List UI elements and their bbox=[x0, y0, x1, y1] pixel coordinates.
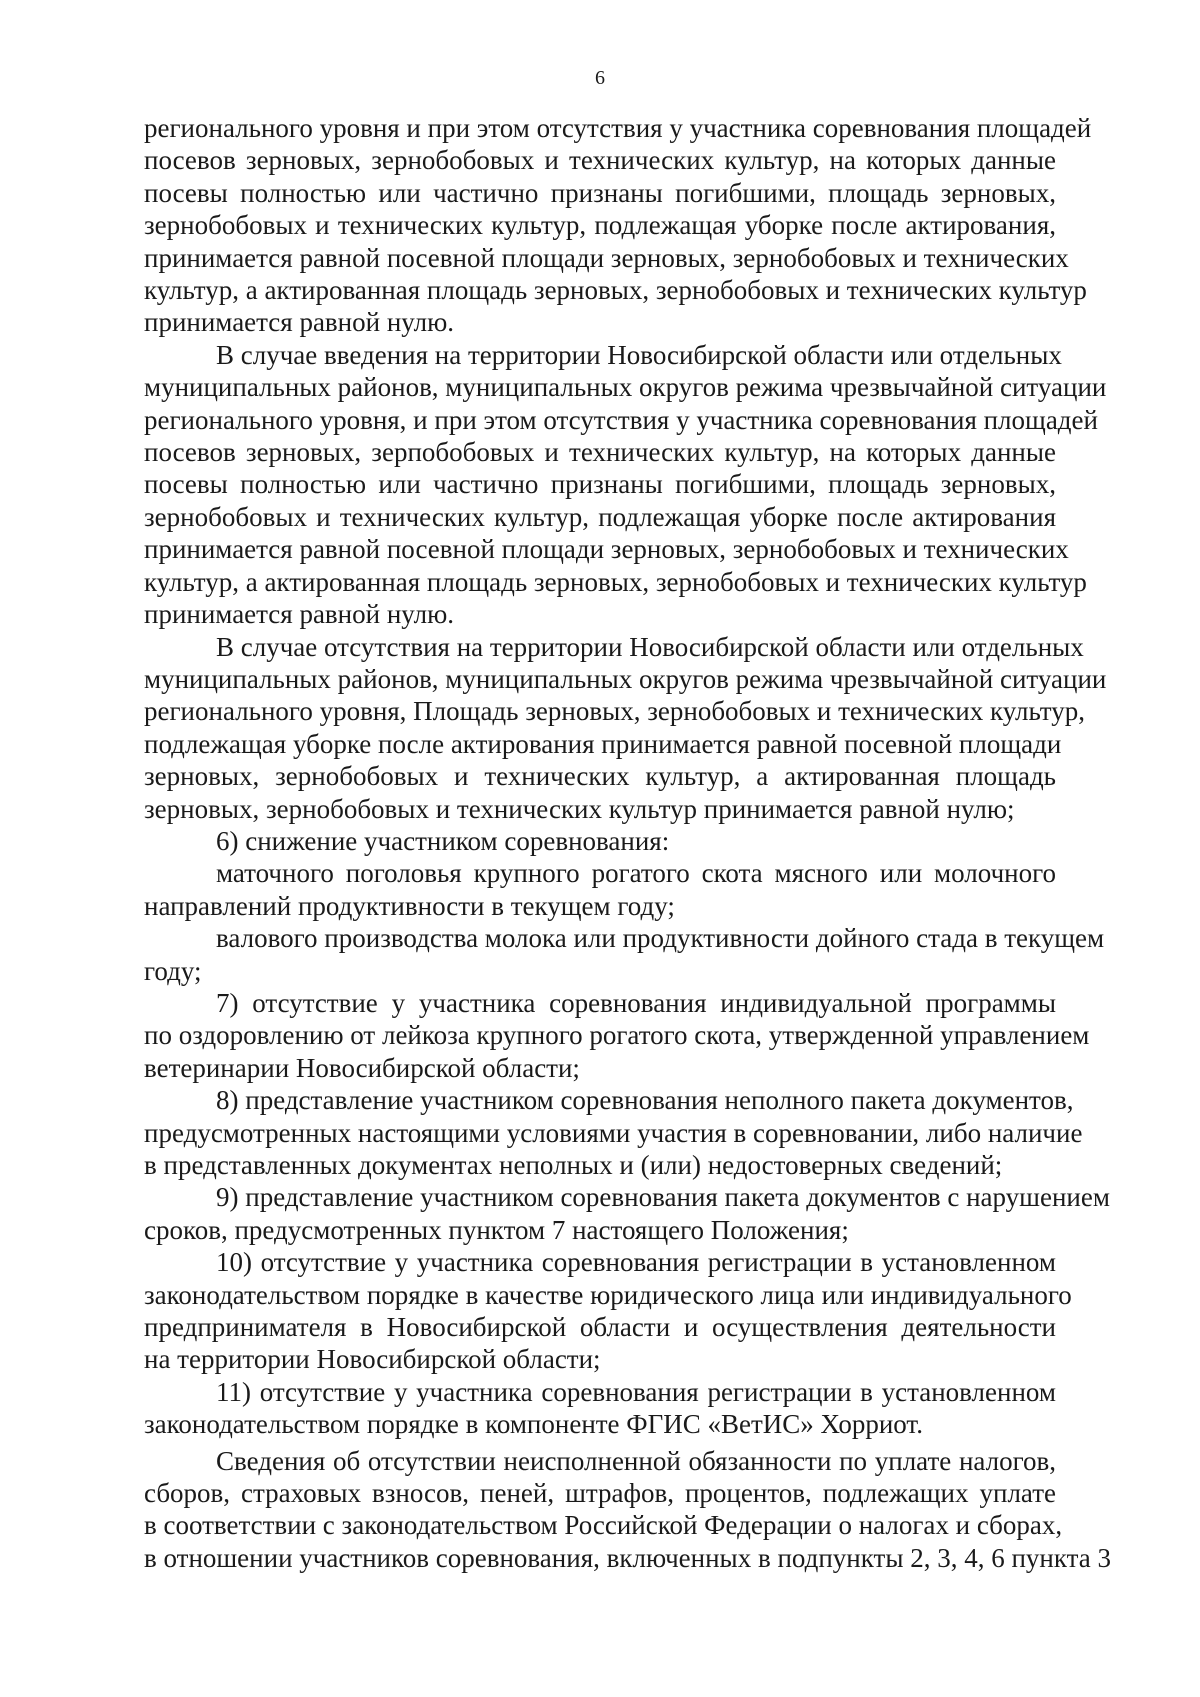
text-line: посевов зерновых, зерпобобовых и технических культур, на которых данные bbox=[144, 437, 1056, 468]
text-line: 10) отсутствие у участника соревнования регистрации в установленном bbox=[216, 1247, 1056, 1278]
text-line: году; bbox=[144, 955, 202, 986]
text-line: посевы полностью или частично признаны погибшими, площадь зерновых, bbox=[144, 469, 1056, 500]
document-body bbox=[144, 112, 1111, 1574]
text-line: в представленных документах неполных и (или) недостоверных сведений; bbox=[144, 1150, 1003, 1180]
text-line: 6) снижение участником соревнования: bbox=[216, 825, 670, 856]
text-line: направлений продуктивности в текущем году; bbox=[144, 890, 675, 921]
text-line: сборов, страховых взносов, пеней, штрафов, процентов, подлежащих уплате bbox=[144, 1478, 1056, 1509]
paragraph bbox=[144, 825, 1056, 857]
paragraph bbox=[144, 1445, 1111, 1575]
text-line: принимается равной нулю. bbox=[144, 307, 454, 338]
text-line: культур, а актированная площадь зерновых, зернобобовых и технических культур bbox=[144, 275, 1087, 306]
text-line: законодательством порядке в качестве юридического лица или индивидуального bbox=[144, 1279, 1072, 1310]
text-line: регионального уровня, и при этом отсутствия у участника соревнования площадей bbox=[144, 404, 1098, 435]
paragraph bbox=[144, 857, 1056, 922]
text-line: предпринимателя в Новосибирской области и осуществления деятельности bbox=[144, 1312, 1056, 1343]
paragraph bbox=[144, 1376, 1056, 1441]
text-line: 9) представление участником соревнования пакета документов с нарушением bbox=[216, 1182, 1110, 1213]
text-line: ветеринарии Новосибирской области; bbox=[144, 1052, 580, 1083]
paragraph bbox=[144, 1181, 1110, 1246]
text-line: маточного поголовья крупного рогатого скота мясного или молочного bbox=[216, 858, 1056, 889]
text-line: зерновых, зернобобовых и технических культур, а актированная площадь bbox=[144, 761, 1056, 792]
text-line: принимается равной нулю. bbox=[144, 599, 454, 630]
text-line: принимается равной посевной площади зерновых, зернобобовых и технических bbox=[144, 242, 1069, 273]
text-line: 7) отсутствие у участника соревнования индивидуальной программы bbox=[216, 987, 1056, 1018]
text-line: 11) отсутствие у участника соревнования регистрации в установленном bbox=[216, 1376, 1056, 1407]
paragraph bbox=[144, 1084, 1083, 1181]
text-line: 8) представление участником соревнования неполного пакета документов, bbox=[216, 1085, 1074, 1116]
text-line: посевы полностью или частично признаны погибшими, площадь зерновых, bbox=[144, 177, 1056, 208]
text-line: муниципальных районов, муниципальных округов режима чрезвычайной ситуации bbox=[144, 372, 1107, 403]
text-line: зернобобовых и технических культур, подлежащая уборке после актирования bbox=[144, 501, 1056, 532]
text-line: принимается равной посевной площади зерновых, зернобобовых и технических bbox=[144, 534, 1069, 565]
page-number: 6 bbox=[595, 67, 605, 89]
text-line: в отношении участников соревнования, включенных в подпункты 2, 3, 4, 6 пункта 3 bbox=[144, 1542, 1111, 1573]
text-line: по оздоровлению от лейкоза крупного рогатого скота, утвержденной управлением bbox=[144, 1020, 1090, 1051]
text-line: законодательством порядке в компоненте ФГИС «ВетИС» Хорриот. bbox=[144, 1409, 923, 1440]
paragraph bbox=[144, 922, 1105, 987]
text-line: Сведения об отсутствии неисполненной обязанности по уплате налогов, bbox=[216, 1445, 1056, 1476]
text-line: на территории Новосибирской области; bbox=[144, 1344, 601, 1375]
text-line: сроков, предусмотренных пунктом 7 настоящего Положения; bbox=[144, 1214, 849, 1245]
text-line: регионального уровня и при этом отсутствия у участника соревнования площадей bbox=[144, 113, 1092, 143]
paragraph bbox=[144, 631, 1107, 825]
text-line: регионального уровня, Площадь зерновых, зернобобовых и технических культур, bbox=[144, 696, 1085, 727]
paragraph bbox=[144, 1246, 1072, 1376]
paragraph bbox=[144, 987, 1090, 1084]
text-line: зернобобовых и технических культур, подлежащая уборке после актирования, bbox=[144, 210, 1056, 241]
text-line: в соответствии с законодательством Российской Федерации о налогах и сборах, bbox=[144, 1510, 1063, 1541]
text-line: посевов зерновых, зернобобовых и технических культур, на которых данные bbox=[144, 145, 1056, 176]
text-line: валового производства молока или продуктивности дойного стада в текущем bbox=[216, 923, 1105, 954]
text-line: подлежащая уборке после актирования принимается равной посевной площади bbox=[144, 728, 1062, 759]
paragraph bbox=[144, 339, 1107, 631]
text-line: культур, а актированная площадь зерновых, зернобобовых и технических культур bbox=[144, 566, 1087, 597]
paragraph bbox=[144, 112, 1092, 339]
text-line: муниципальных районов, муниципальных округов режима чрезвычайной ситуации bbox=[144, 663, 1107, 694]
text-line: зерновых, зернобобовых и технических культур принимается равной нулю; bbox=[144, 793, 1015, 824]
text-line: В случае отсутствия на территории Новосибирской области или отдельных bbox=[216, 631, 1084, 662]
text-line: предусмотренных настоящими условиями участия в соревновании, либо наличие bbox=[144, 1117, 1083, 1148]
text-line: В случае введения на территории Новосибирской области или отдельных bbox=[216, 339, 1062, 370]
